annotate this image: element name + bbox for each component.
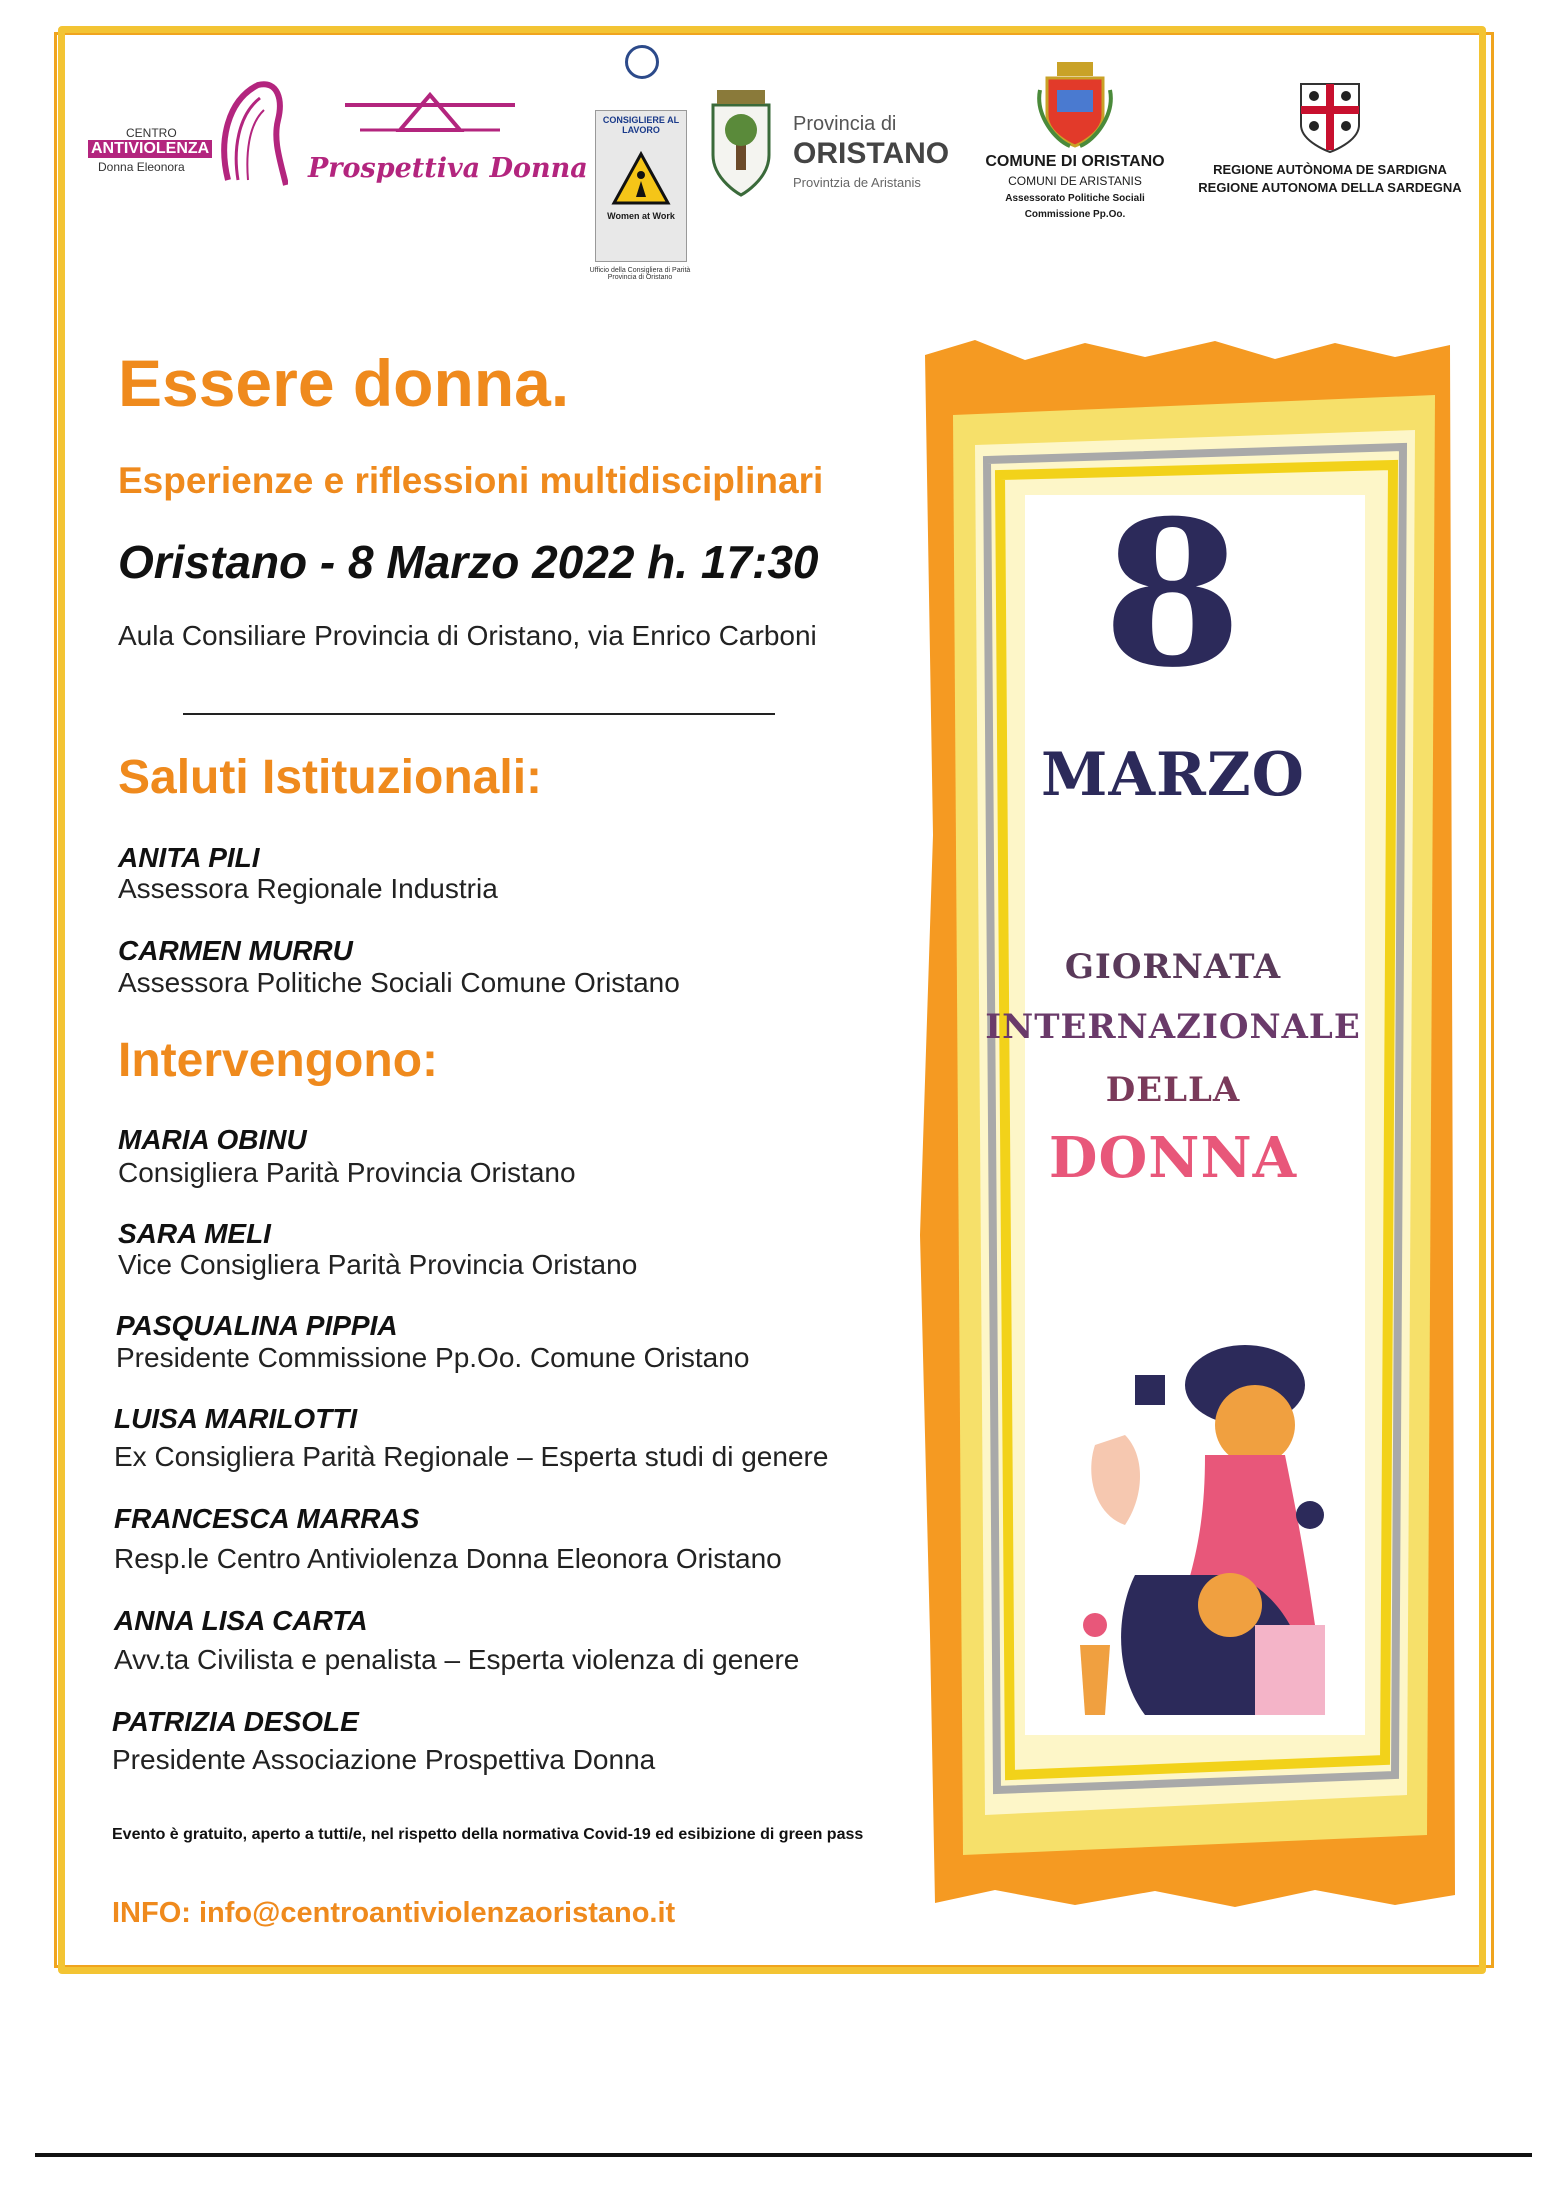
event-subtitle: Esperienze e riflessioni multidisciplinari bbox=[118, 460, 824, 501]
speaker-name: MARIA OBINU bbox=[118, 1124, 307, 1155]
consigliere-sign bbox=[595, 110, 687, 262]
event-datetime: Oristano - 8 Marzo 2022 h. 17:30 bbox=[118, 536, 819, 588]
logo-prospettiva-donna bbox=[300, 85, 588, 195]
page-bottom-rule bbox=[35, 2153, 1532, 2157]
logo-centro-line1: CENTRO bbox=[126, 126, 177, 140]
speaker-name: LUISA MARILOTTI bbox=[114, 1403, 358, 1434]
consigliere-top: CONSIGLIERE AL LAVORO bbox=[602, 115, 680, 135]
speaker-name: PATRIZIA DESOLE bbox=[112, 1706, 359, 1737]
logo-regione-sardegna bbox=[1185, 80, 1475, 200]
speaker-role: Assessora Politiche Sociali Comune Oristano bbox=[118, 967, 680, 998]
provincia-line3: Provintzia de Aristanis bbox=[793, 175, 921, 190]
provincia-crest-icon bbox=[705, 85, 777, 200]
speaker-name: ANNA LISA CARTA bbox=[114, 1605, 368, 1636]
poster-line3: DELLA bbox=[1105, 1070, 1241, 1110]
speaker-name: CARMEN MURRU bbox=[118, 935, 353, 966]
speaker-role: Resp.le Centro Antiviolenza Donna Eleonora Oristano bbox=[114, 1543, 782, 1574]
covid-note: Evento è gratuito, aperto a tutti/e, nel rispetto della normativa Covid-19 ed esibizione di green pass bbox=[112, 1826, 864, 1843]
regione-line2: REGIONE AUTONOMA DELLA SARDEGNA bbox=[1198, 180, 1462, 195]
poster-number: 8 bbox=[1102, 477, 1244, 712]
poster-month: MARZO bbox=[1041, 740, 1305, 810]
logo-centro-antiviolenza bbox=[88, 80, 288, 190]
speaker-name: SARA MELI bbox=[118, 1218, 271, 1249]
info-email: INFO: info@centroantiviolenzaoristano.it bbox=[112, 1897, 676, 1929]
speaker-role: Avv.ta Civilista e penalista – Esperta violenza di genere bbox=[114, 1644, 800, 1675]
poster-line1: GIORNATA bbox=[1064, 947, 1282, 987]
speaker-role: Assessora Regionale Industria bbox=[118, 873, 498, 904]
regione-line1: REGIONE AUTÒNOMA DE SARDIGNA bbox=[1213, 162, 1447, 177]
saluti-heading: Saluti Istituzionali: bbox=[118, 751, 543, 804]
speaker-name: PASQUALINA PIPPIA bbox=[116, 1310, 398, 1341]
speaker-role: Vice Consigliera Parità Provincia Oristano bbox=[118, 1249, 638, 1280]
logo-provincia-oristano bbox=[705, 85, 960, 205]
comune-line3: Assessorato Politiche Sociali bbox=[1005, 193, 1145, 204]
speaker-role: Ex Consigliera Parità Regionale – Esperta studi di genere bbox=[114, 1441, 829, 1472]
comune-line2: COMUNI DE ARISTANIS bbox=[1008, 174, 1142, 188]
poster-line2: INTERNAZIONALE bbox=[985, 1007, 1361, 1047]
speaker-role: Presidente Commissione Pp.Oo. Comune Oristano bbox=[116, 1342, 750, 1373]
speaker-name: FRANCESCA MARRAS bbox=[114, 1503, 420, 1534]
poster-line4: DONNA bbox=[1048, 1125, 1298, 1191]
logo-centro-line2: ANTIVIOLENZA bbox=[88, 140, 212, 158]
comune-line1: COMUNE DI ORISTANO bbox=[985, 153, 1165, 170]
divider bbox=[183, 713, 775, 715]
poster-artwork bbox=[915, 335, 1460, 1910]
warning-sign-icon bbox=[611, 151, 671, 206]
interventi-heading: Intervengono: bbox=[118, 1034, 438, 1087]
women-illustration bbox=[1055, 1325, 1355, 1725]
speaker-role: Consigliera Parità Provincia Oristano bbox=[118, 1157, 576, 1188]
speaker-name: ANITA PILI bbox=[118, 842, 260, 873]
woman-profile-icon bbox=[208, 80, 288, 190]
hanger-icon bbox=[340, 85, 520, 145]
consigliere-badge: Women at Work bbox=[607, 211, 675, 221]
emblem-italy-icon bbox=[625, 45, 659, 79]
logo-comune-oristano bbox=[965, 60, 1185, 230]
speaker-role: Presidente Associazione Prospettiva Donna bbox=[112, 1744, 656, 1775]
provincia-line2: ORISTANO bbox=[793, 137, 950, 170]
logo-prospettiva-text: Prospettiva Donna bbox=[308, 153, 588, 184]
comune-line4: Commissione Pp.Oo. bbox=[1024, 209, 1126, 220]
provincia-line1: Provincia di bbox=[793, 113, 897, 135]
regione-crest-icon bbox=[1297, 80, 1363, 155]
consigliere-caption: Ufficio della Consigliera di Parità Provincia di Oristano bbox=[589, 267, 691, 281]
logo-consigliere-lavoro bbox=[575, 45, 705, 281]
event-title: Essere donna. bbox=[118, 346, 570, 420]
comune-crest-icon bbox=[1035, 60, 1115, 150]
logo-centro-line3: Donna Eleonora bbox=[98, 160, 185, 174]
event-location: Aula Consiliare Provincia di Oristano, via Enrico Carboni bbox=[118, 620, 817, 651]
